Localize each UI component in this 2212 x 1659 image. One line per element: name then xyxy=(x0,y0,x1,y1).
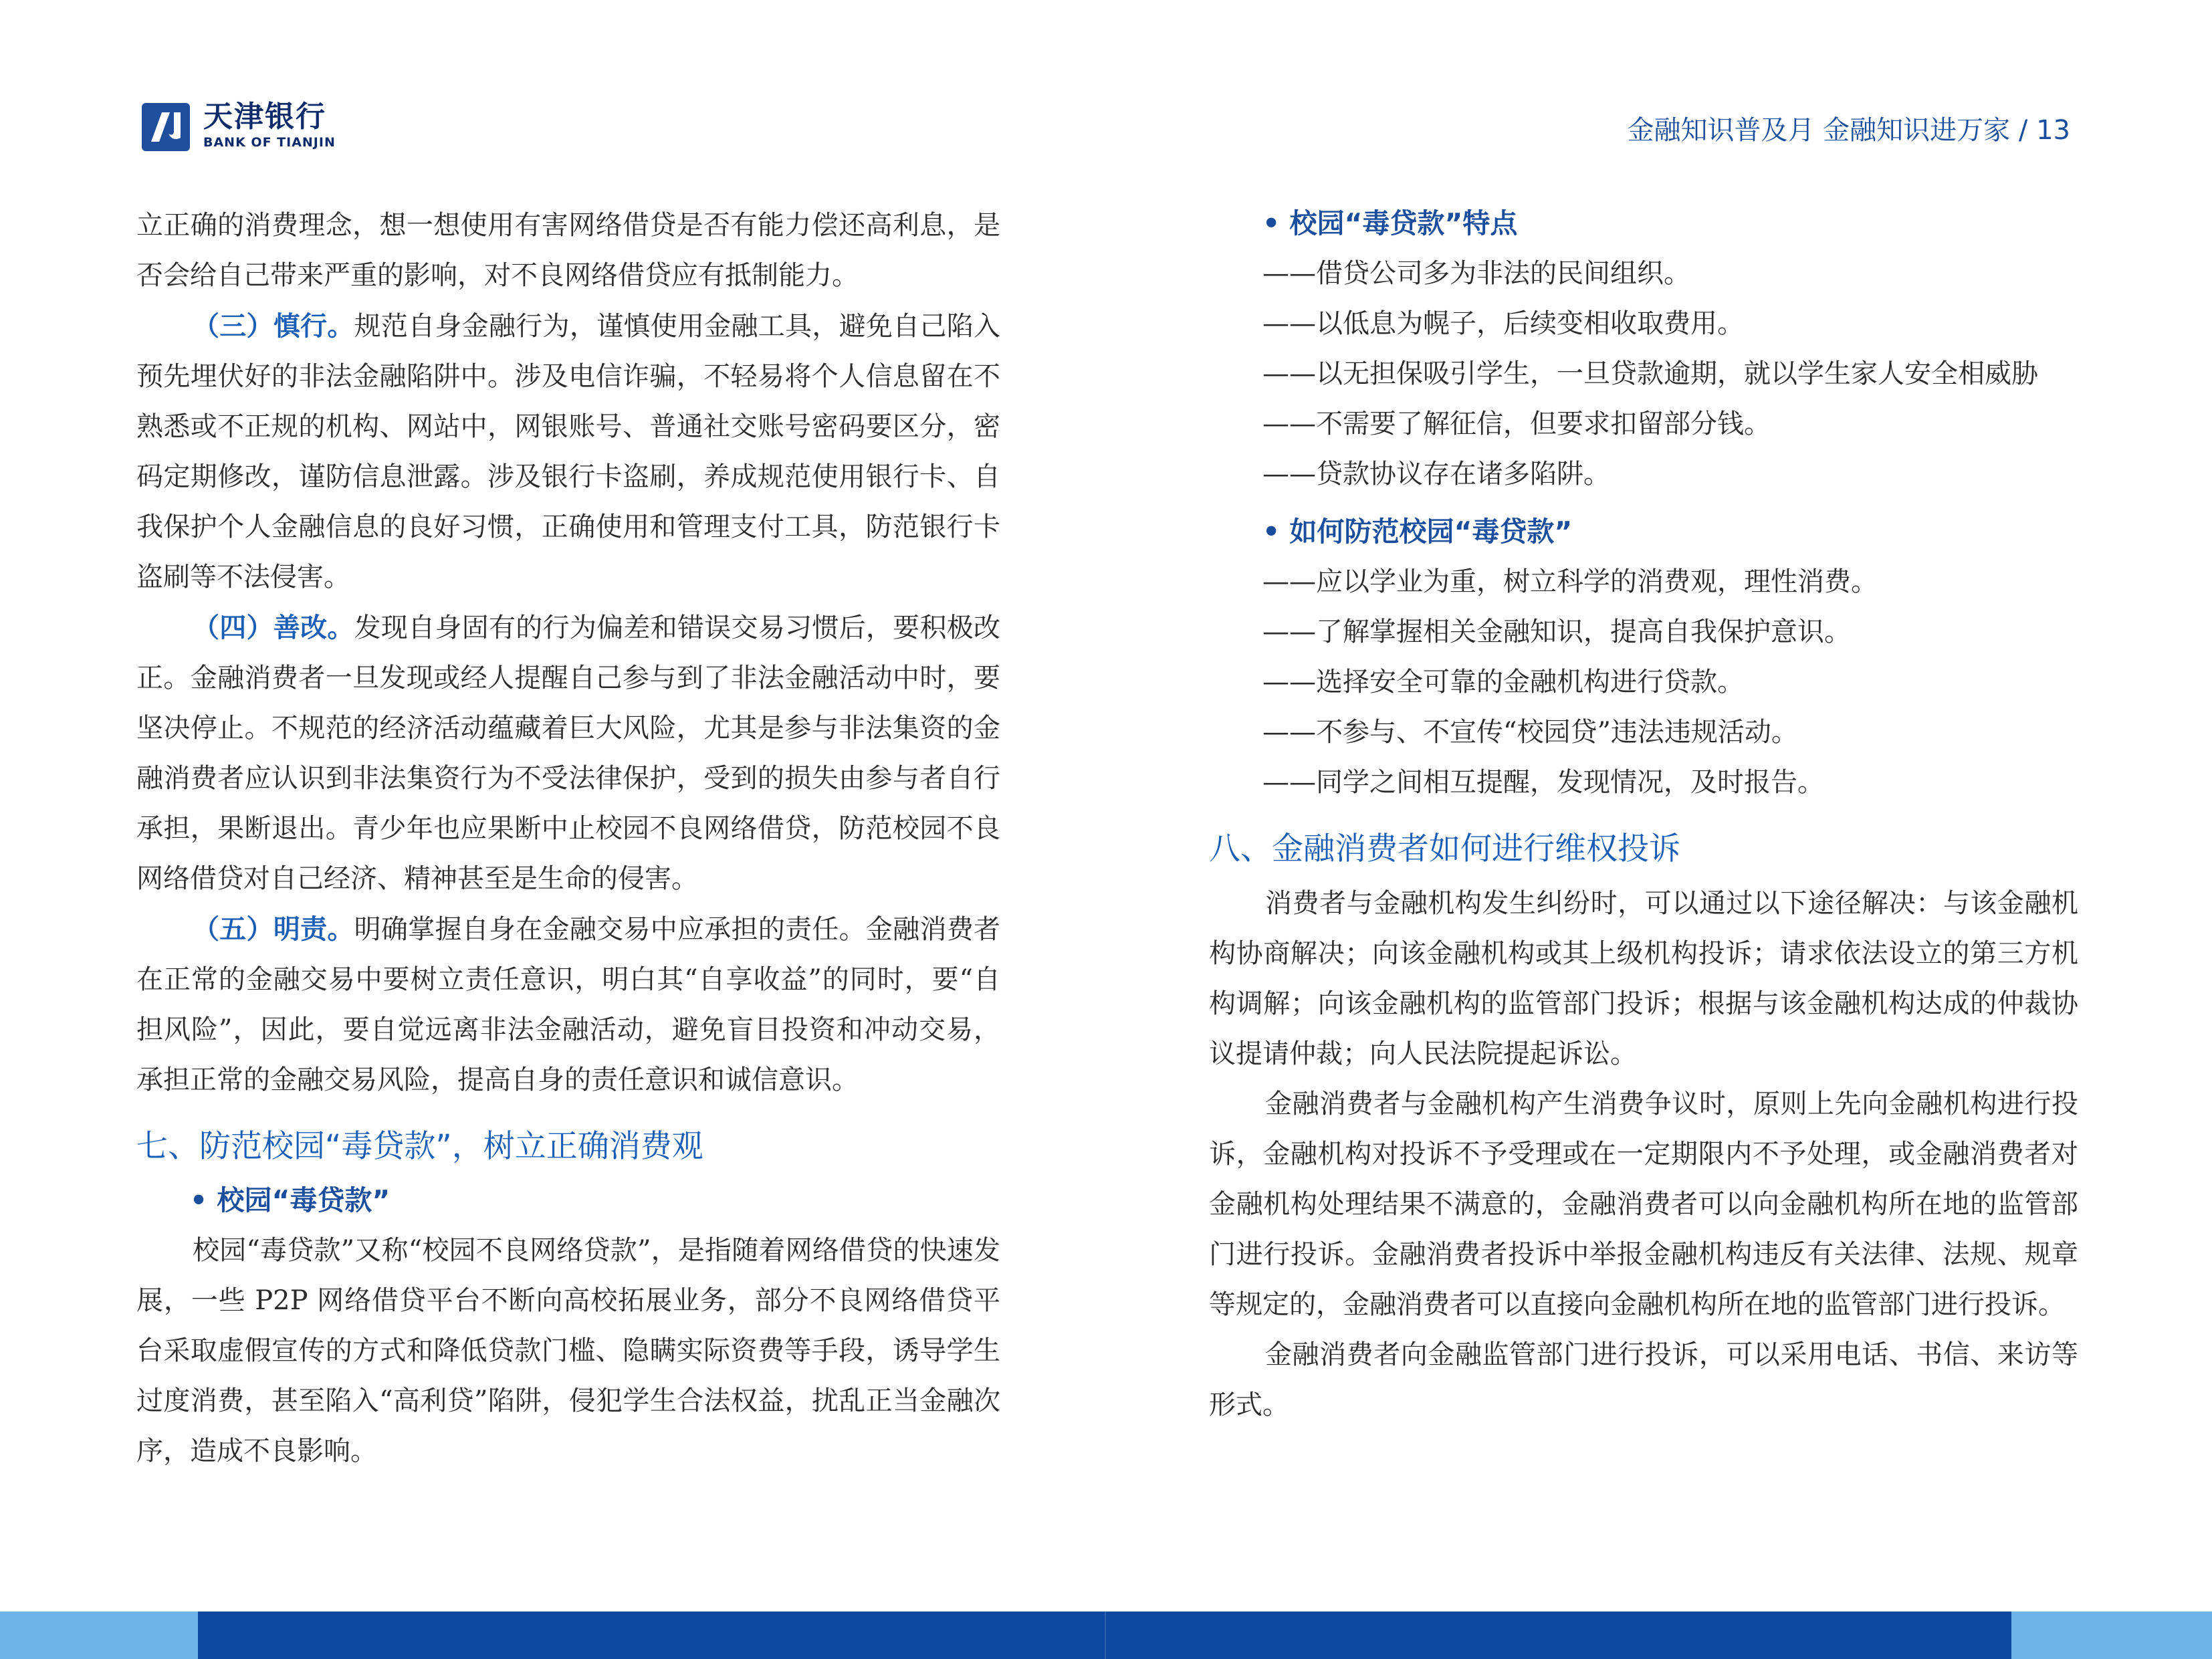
section-heading: 七、防范校园“毒贷款”，树立正确消费观 xyxy=(136,1128,703,1165)
list-item: ——选择安全可靠的金融机构进行贷款。 xyxy=(1262,667,1744,697)
footer-bar-left xyxy=(0,1612,198,1659)
footer-bar-right xyxy=(2011,1612,2212,1659)
list-item: ——以无担保吸引学生，一旦贷款逾期，就以学生家人安全相威胁 xyxy=(1262,358,2038,389)
paragraph-text: 发现自身固有的行为偏差和错误交易习惯后，要积极改正。金融消费者一旦发现或经人提醒自己参与到了非法金融活动中时，要坚决停止。不规范的经济活动蕴藏着巨大风险，尤其是参与非法集资的金融消费者应认识到非法集资行为不受法律保护，受到的损失由参与者自行承担，果断退出。青少年也应果断中止校园不良网络借贷，防范校园不良网络借贷对自己经济、精神甚至是生命的侵害。 xyxy=(136,613,1001,894)
paragraph: 金融消费者向金融监管部门进行投诉，可以采用电话、书信、来访等形式。 xyxy=(1209,1339,2078,1420)
section-heading: 八、金融消费者如何进行维权投诉 xyxy=(1209,831,1680,867)
bullet-heading: • 校园“毒贷款”特点 xyxy=(1262,207,1518,239)
list-item: ——应以学业为重，树立科学的消费观，理性消费。 xyxy=(1262,566,1878,597)
paragraph: 立正确的消费理念，想一想使用有害网络借贷是否有能力偿还高利息，是否会给自己带来严重的影响，对不良网络借贷应有抵制能力。 xyxy=(136,210,1000,291)
section-keyword: （三）慎行。 xyxy=(193,310,354,342)
paragraph xyxy=(136,602,1000,904)
paragraph: 消费者与金融机构发生纠纷时，可以通过以下途径解决：与该金融机构协商解决；向该金融机构或其上级机构投诉；请求依法设立的第三方机构调解；向该金融机构的监管部门投诉；根据与该金融机构达成的仲裁协议提请仲裁；向人民法院提起诉讼。 xyxy=(1209,888,2078,1069)
paragraph xyxy=(136,904,1000,1105)
header-page-title: 金融知识普及月 金融知识进万家 / 13 xyxy=(1627,115,2070,146)
footer-bar-divider xyxy=(1105,1612,1106,1659)
features-list xyxy=(1209,249,2078,500)
bank-name-cn: 天津银行 xyxy=(203,100,326,134)
list-item: ——借贷公司多为非法的民间组织。 xyxy=(1262,258,1690,289)
list-item: ——不需要了解征信，但要求扣留部分钱。 xyxy=(1262,409,1771,439)
bullet-heading: • 如何防范校园“毒贷款” xyxy=(1262,516,1573,548)
prevention-list xyxy=(1209,557,2078,808)
list-item: ——贷款协议存在诸多陷阱。 xyxy=(1262,459,1610,489)
list-item: ——不参与、不宣传“校园贷”违法违规活动。 xyxy=(1262,717,1798,748)
bullet-heading: • 校园“毒贷款” xyxy=(190,1184,391,1216)
list-item: ——同学之间相互提醒，发现情况，及时报告。 xyxy=(1262,767,1824,798)
list-item: ——了解掌握相关金融知识，提高自我保护意识。 xyxy=(1262,617,1851,647)
paragraph-text: 明确掌握自身在金融交易中应承担的责任。金融消费者在正常的金融交易中要树立责任意识，明白其“自享收益”的同时，要“自担风险”，因此，要自觉远离非法金融活动，避免盲目投资和冲动交易，承担正常的金融交易风险，提高自身的责任意识和诚信意识。 xyxy=(136,914,1001,1095)
right-column xyxy=(1209,201,2078,1430)
section-keyword: （五）明责。 xyxy=(193,913,354,945)
paragraph: 校园“毒贷款”又称“校园不良网络贷款”，是指随着网络借贷的快速发展，一些 P2P 网络借贷平台不断向高校拓展业务，部分不良网络借贷平台采取虚假宣传的方式和降低贷款门槛、隐瞒实际资费等手段，诱导学生过度消费，甚至陷入“高利贷”陷阱，侵犯学生合法权益，扰乱正当金融次序，造成不良影响。 xyxy=(136,1235,1000,1466)
bank-logo-icon xyxy=(142,103,190,151)
paragraph-text: 规范自身金融行为，谨慎使用金融工具，避免自己陷入预先埋伏好的非法金融陷阱中。涉及电信诈骗，不轻易将个人信息留在不熟悉或不正规的机构、网站中，网银账号、普通社交账号密码要区分，密码定期修改，谨防信息泄露。涉及银行卡盗刷，养成规范使用银行卡、自我保护个人金融信息的良好习惯，正确使用和管理支付工具，防范银行卡盗刷等不法侵害。 xyxy=(136,311,1001,592)
paragraph xyxy=(136,301,1000,602)
bank-logo xyxy=(142,100,369,154)
list-item: ——以低息为幌子，后续变相收取费用。 xyxy=(1262,308,1744,339)
left-column xyxy=(136,201,1000,1476)
paragraph: 金融消费者与金融机构产生消费争议时，原则上先向金融机构进行投诉，金融机构对投诉不予受理或在一定期限内不予处理，或金融消费者对金融机构处理结果不满意的，金融消费者可以向金融机构所在地的监管部门进行投诉。金融消费者投诉中举报金融机构违反有关法律、法规、规章等规定的，金融消费者可以直接向金融机构所在地的监管部门进行投诉。 xyxy=(1209,1089,2078,1320)
section-keyword: （四）善改。 xyxy=(193,612,354,643)
bank-name-en: BANK OF TIANJIN xyxy=(203,135,336,150)
